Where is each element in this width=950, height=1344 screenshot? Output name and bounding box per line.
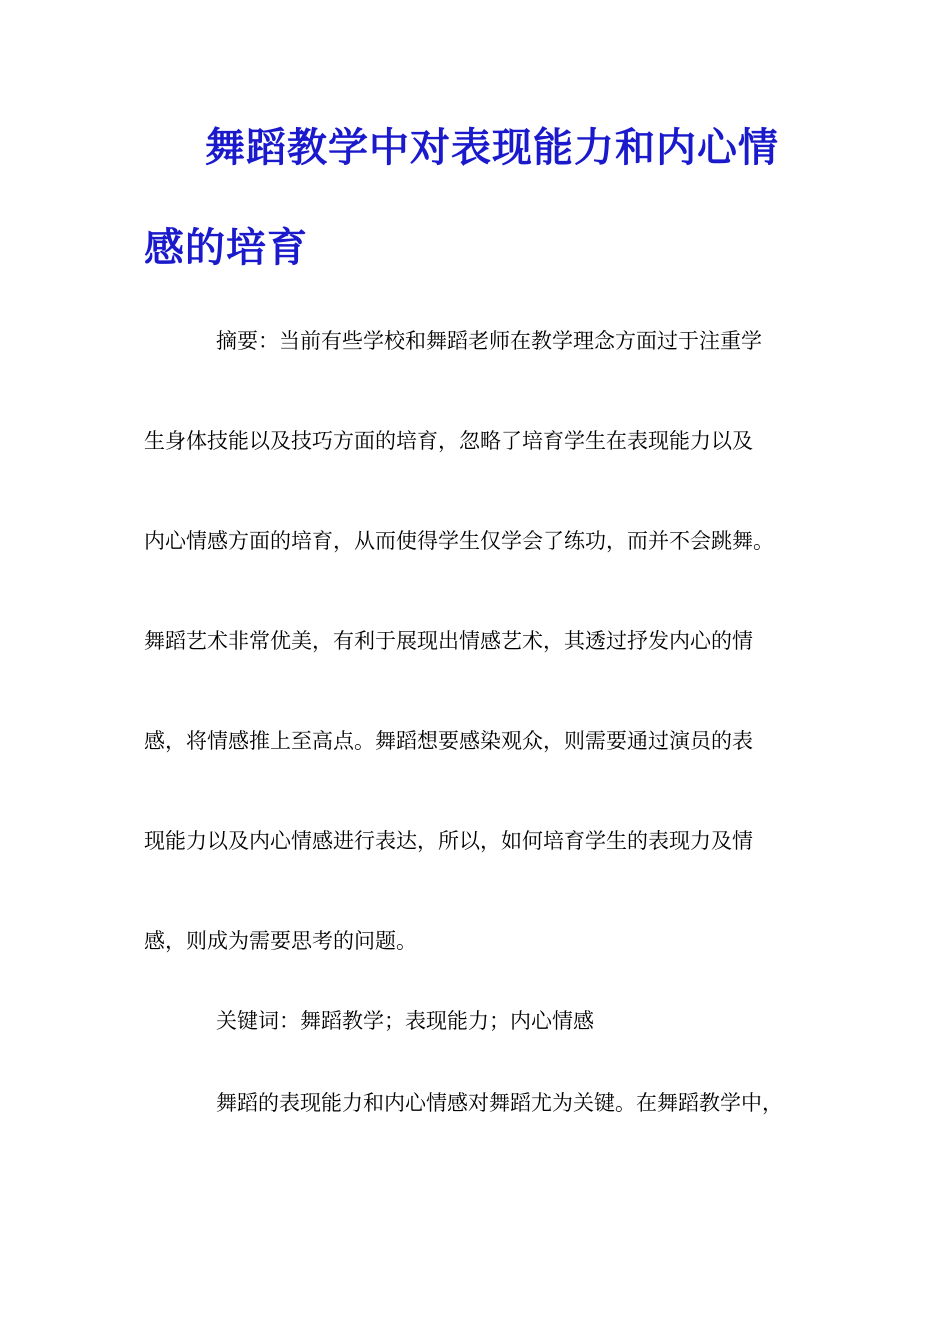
keywords-line: 关键词：舞蹈教学；表现能力；内心情感 xyxy=(216,1009,594,1033)
abstract-line-5: 感，将情感推上至高点。舞蹈想要感染观众，则需要通过演员的表 xyxy=(144,729,753,753)
document-title-line-1: 舞蹈教学中对表现能力和内心情 xyxy=(205,125,779,171)
document-title-line-2: 感的培育 xyxy=(144,225,308,271)
abstract-line-1: 摘要：当前有些学校和舞蹈老师在教学理念方面过于注重学 xyxy=(216,329,762,353)
abstract-line-4: 舞蹈艺术非常优美，有利于展现出情感艺术，其透过抒发内心的情 xyxy=(144,629,753,653)
abstract-line-2: 生身体技能以及技巧方面的培育，忽略了培育学生在表现能力以及 xyxy=(144,429,753,453)
body-paragraph-line-1: 舞蹈的表现能力和内心情感对舞蹈尤为关键。在舞蹈教学中， xyxy=(216,1091,783,1115)
abstract-line-7: 感，则成为需要思考的问题。 xyxy=(144,929,417,953)
abstract-line-3: 内心情感方面的培育，从而使得学生仅学会了练功，而并不会跳舞。 xyxy=(144,529,774,553)
abstract-line-6: 现能力以及内心情感进行表达，所以，如何培育学生的表现力及情 xyxy=(144,829,753,853)
